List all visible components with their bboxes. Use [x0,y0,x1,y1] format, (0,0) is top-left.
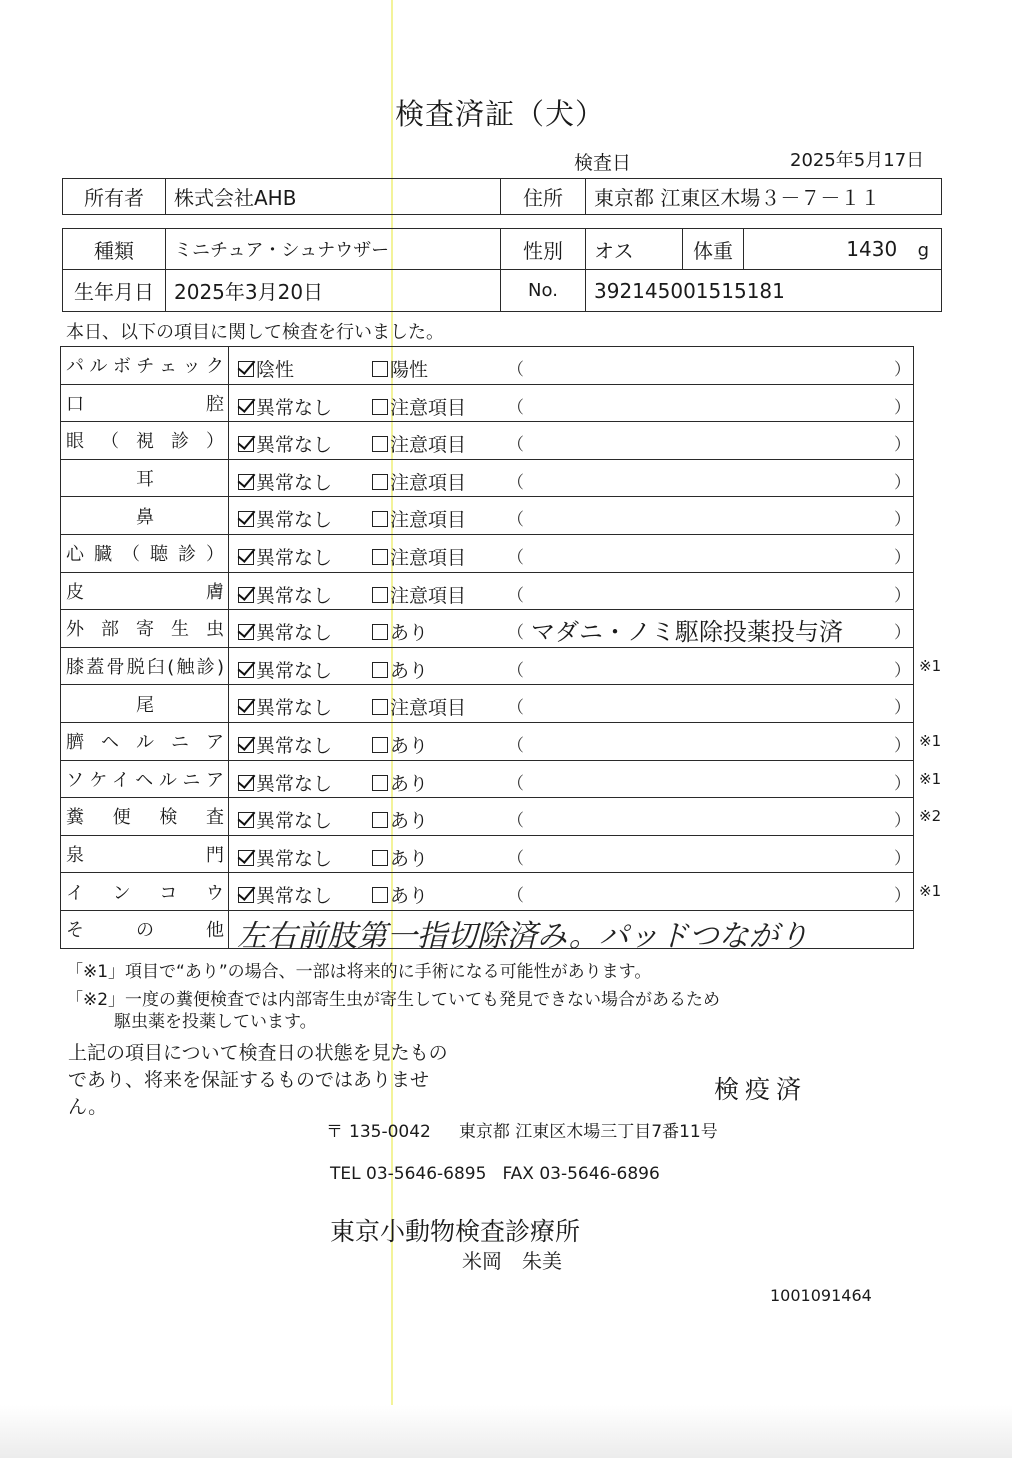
check-item-name: 鼻 [61,497,229,534]
checked-box-icon [238,850,254,866]
checked-box-icon [238,361,254,377]
normal-option[interactable]: 陰性 [238,355,294,382]
footnote-mark: ※1 [919,656,942,675]
check-item-name: 口腔 [61,385,229,422]
normal-option[interactable]: 異常なし [238,393,332,420]
checked-box-icon [238,587,254,603]
weight-unit: g [917,240,929,261]
paren-close: ） [894,773,911,794]
clinic-address-line [326,1117,718,1142]
paren-open: （ [507,811,524,832]
paren-close: ） [894,472,911,493]
checked-box-icon [238,887,254,903]
check-item-name: インコウ [61,873,229,910]
paren-open: （ [507,360,524,380]
normal-option[interactable]: 異常なし [238,618,332,645]
abnormal-option[interactable]: 陽性 [372,355,428,382]
checked-box-icon [238,662,254,678]
animal-table [62,228,942,312]
empty-box-icon [372,737,388,753]
check-row [60,647,942,685]
empty-box-icon [372,887,388,903]
check-row [60,760,942,798]
paren-close: ） [894,660,911,681]
empty-box-icon [372,624,388,640]
paren-open: （ [507,773,524,794]
paren-close: ） [894,811,911,832]
checked-box-icon [238,511,254,527]
paren-open: （ [507,735,524,756]
abnormal-option[interactable]: 注意項目 [372,505,466,532]
paren-close: ） [894,848,911,869]
abnormal-option[interactable]: 注意項目 [372,543,466,570]
birth-value: 2025年3月20日 [166,270,501,312]
check-item-name: 糞便検査 [61,798,229,835]
checked-box-icon [238,549,254,565]
normal-option[interactable]: 異常なし [238,844,332,871]
checked-box-icon [238,775,254,791]
paren-close: ） [894,435,911,456]
normal-option[interactable]: 異常なし [238,581,332,608]
vet-name: 米岡 朱美 [462,1249,562,1273]
abnormal-option[interactable]: あり [372,769,428,796]
normal-option[interactable]: 異常なし [238,769,332,796]
serial-number: 1001091464 [770,1286,872,1305]
footnote-2-cont: 駆虫薬を投薬しています。 [114,1012,317,1032]
footnote-mark: ※1 [919,769,942,788]
footnote-mark: ※1 [919,882,942,901]
check-item-name: 眼（視診） [61,422,229,459]
contact-line [330,1164,660,1184]
other-row [60,910,914,954]
breed-value: ミニチュア・シュナウザー [166,229,501,270]
checked-box-icon [238,812,254,828]
document-title: 検査済証（犬） [394,97,605,131]
check-item-name: 耳 [61,460,229,497]
other-label: その他 [61,911,229,948]
normal-option[interactable]: 異常なし [238,806,332,833]
paren-open: （ [507,848,524,869]
owner-value: 株式会社AHB [166,179,501,215]
check-item-name: 泉門 [61,836,229,873]
normal-option[interactable]: 異常なし [238,881,332,908]
check-row [60,384,914,422]
paren-open: （ [507,698,524,719]
paren-close: ） [894,510,911,531]
postal-mark: 〒 [326,1122,343,1142]
scan-shadow [0,1405,1012,1458]
abnormal-option[interactable]: 注意項目 [372,468,466,495]
paren-open: （ [507,397,524,418]
check-row [60,459,914,497]
abnormal-option[interactable]: あり [372,844,428,871]
abnormal-option[interactable]: あり [372,806,428,833]
paren-close: ） [894,698,911,719]
normal-option[interactable]: 異常なし [238,656,332,683]
check-item-name: 外部寄生虫 [61,610,229,647]
handwritten-remark: 左右前肢第一指切除済み。パッドつながり [237,918,809,954]
weight-value: 1430 [846,237,898,261]
no-value: 392145001515181 [586,270,942,312]
intro-text: 本日、以下の項目に関して検査を行いました。 [66,322,444,343]
empty-box-icon [372,436,388,452]
empty-box-icon [372,850,388,866]
check-item-name: 臍ヘルニア [61,723,229,760]
paren-close: ） [894,397,911,418]
footnote-mark: ※1 [919,731,942,750]
owner-table [62,178,942,215]
paren-open: （ [507,660,524,681]
address-label: 住所 [501,179,586,215]
paren-close: ） [894,547,911,568]
check-row [60,872,942,910]
abnormal-option[interactable]: 注意項目 [372,581,466,608]
address-value: 東京都 江東区木場３－７－１１ [586,179,942,215]
empty-box-icon [372,812,388,828]
no-label: No. [501,270,586,312]
empty-box-icon [372,775,388,791]
exam-date-label: 検査日 [574,152,632,174]
checked-box-icon [238,474,254,490]
check-row [60,797,942,835]
paren-close: ） [894,585,911,606]
check-row [60,421,914,459]
footnote-2: 「※2」一度の糞便検査では内部寄生虫が寄生していても発見できない場合があるため [66,990,721,1010]
paren-open: （ [507,435,524,456]
check-table [60,346,942,954]
check-item-name: 尾 [61,685,229,722]
abnormal-option[interactable]: 注意項目 [372,393,466,420]
empty-box-icon [372,662,388,678]
normal-option[interactable]: 異常なし [238,543,332,570]
exam-date: 2025年5月17日 [790,150,925,171]
abnormal-option[interactable]: あり [372,618,428,645]
check-row [60,572,914,610]
normal-option[interactable]: 異常なし [238,505,332,532]
empty-box-icon [372,511,388,527]
normal-option[interactable]: 異常なし [238,430,332,457]
sex-label: 性別 [501,229,586,270]
check-item-name: 心臓（聴診） [61,535,229,572]
remark-text: マダニ・ノミ駆除投薬投与済 [531,618,843,647]
check-item-name: 皮膚 [61,573,229,610]
checked-box-icon [238,624,254,640]
check-item-name: ソケイヘルニア [61,761,229,798]
paren-close: ） [894,623,911,644]
check-row [60,609,914,647]
paren-open: （ [507,886,524,907]
paren-open: （ [507,585,524,606]
normal-option[interactable]: 異常なし [238,693,332,720]
check-row [60,534,914,572]
birth-label: 生年月日 [63,270,166,312]
breed-label: 種類 [63,229,166,270]
normal-option[interactable]: 異常なし [238,731,332,758]
abnormal-option[interactable]: あり [372,731,428,758]
abnormal-option[interactable]: 注意項目 [372,430,466,457]
checked-box-icon [238,699,254,715]
check-row [60,346,914,384]
clinic-name: 東京小動物検査診療所 [330,1217,581,1246]
checked-box-icon [238,399,254,415]
postal-code: 135-0042 [349,1122,431,1142]
checked-box-icon [238,737,254,753]
quarantine-stamp: 検疫済 [714,1075,808,1104]
check-item-name: パルボチェック [61,347,229,384]
weight-cell [744,229,942,270]
empty-box-icon [372,699,388,715]
owner-label: 所有者 [63,179,166,215]
check-row [60,722,942,760]
empty-box-icon [372,399,388,415]
check-row [60,835,914,873]
check-row [60,496,914,534]
paren-open: （ [507,510,524,531]
disclaimer: 上記の項目について検査日の状態を見たものであり、将来を保証するものではありません。 [68,1042,448,1118]
checked-box-icon [238,436,254,452]
abnormal-option[interactable]: あり [372,881,428,908]
paren-close: ） [894,360,911,380]
abnormal-option[interactable]: 注意項目 [372,693,466,720]
sex-value: オス [586,229,683,270]
clinic-address: 東京都 江東区木場三丁目7番11号 [458,1122,718,1142]
check-row [60,684,914,722]
clinic-tel: TEL 03-5646-6895 [330,1164,487,1184]
paren-open: （ [507,623,524,644]
normal-option[interactable]: 異常なし [238,468,332,495]
empty-box-icon [372,549,388,565]
abnormal-option[interactable]: あり [372,656,428,683]
weight-label: 体重 [683,229,744,270]
paren-open: （ [507,472,524,493]
clinic-fax: FAX 03-5646-6896 [502,1164,660,1184]
paren-close: ） [894,735,911,756]
paren-close: ） [894,886,911,907]
empty-box-icon [372,474,388,490]
empty-box-icon [372,361,388,377]
check-item-name: 膝蓋骨脱臼(触診) [61,648,229,685]
empty-box-icon [372,587,388,603]
footnote-mark: ※2 [919,807,942,826]
footnote-1: 「※1」項目で“あり”の場合、一部は将来的に手術になる可能性があります。 [66,962,652,982]
paren-open: （ [507,547,524,568]
